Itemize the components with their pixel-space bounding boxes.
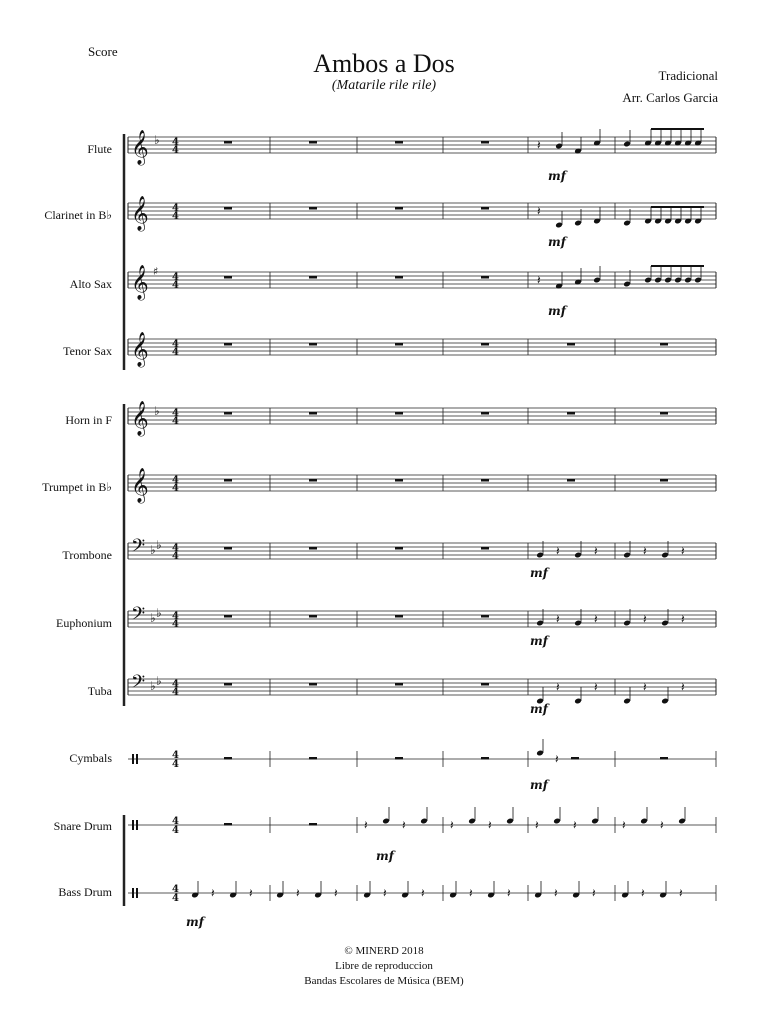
whole-rest bbox=[224, 823, 232, 826]
instrument-label-tuba: Tuba bbox=[87, 684, 112, 698]
quarter-rest: 𝄽 bbox=[679, 886, 683, 900]
time-signature-denominator: 4 bbox=[172, 347, 179, 358]
whole-rest bbox=[481, 207, 489, 210]
quarter-rest: 𝄽 bbox=[660, 818, 664, 832]
time-signature-denominator: 4 bbox=[172, 825, 179, 836]
time-signature-numerator: 4 bbox=[172, 816, 179, 827]
whole-rest bbox=[224, 479, 232, 482]
whole-rest bbox=[481, 412, 489, 415]
key-flat-icon: ♭ bbox=[154, 404, 160, 418]
quarter-rest: 𝄽 bbox=[507, 886, 511, 900]
whole-rest bbox=[395, 757, 403, 760]
treble-clef-icon: 𝄞 bbox=[131, 401, 149, 436]
whole-rest bbox=[395, 141, 403, 144]
whole-rest bbox=[224, 141, 232, 144]
time-signature-numerator: 4 bbox=[172, 408, 179, 419]
percussion-clef-icon bbox=[136, 754, 138, 764]
footer-reproduction: Libre de reproduccion bbox=[335, 960, 433, 972]
percussion-clef-icon bbox=[136, 820, 138, 830]
treble-clef-icon: 𝄞 bbox=[131, 130, 149, 165]
whole-rest bbox=[309, 547, 317, 550]
whole-rest bbox=[660, 343, 668, 346]
dynamic-mf: mf bbox=[548, 169, 566, 183]
instrument-label-horn: Horn in F bbox=[65, 413, 112, 427]
whole-rest bbox=[395, 683, 403, 686]
time-signature-denominator: 4 bbox=[172, 483, 179, 494]
time-signature-numerator: 4 bbox=[172, 272, 179, 283]
dynamic-mf: mf bbox=[530, 566, 548, 580]
quarter-rest: 𝄽 bbox=[681, 612, 685, 626]
whole-rest bbox=[660, 479, 668, 482]
whole-rest bbox=[395, 479, 403, 482]
whole-rest bbox=[481, 547, 489, 550]
time-signature-denominator: 4 bbox=[172, 619, 179, 630]
whole-rest bbox=[481, 615, 489, 618]
instrument-label-clarinet: Clarinet in B♭ bbox=[44, 208, 112, 222]
whole-rest bbox=[395, 207, 403, 210]
instrument-label-euphonium: Euphonium bbox=[56, 616, 112, 630]
bass-clef-icon: 𝄢 bbox=[131, 672, 146, 697]
whole-rest bbox=[309, 823, 317, 826]
whole-rest bbox=[395, 412, 403, 415]
score-title: Ambos a Dos bbox=[313, 49, 455, 78]
whole-rest bbox=[481, 141, 489, 144]
whole-rest bbox=[224, 757, 232, 760]
instrument-label-alto-sax: Alto Sax bbox=[69, 277, 112, 291]
percussion-clef-icon bbox=[136, 888, 138, 898]
key-flat-icon: ♭ bbox=[150, 611, 156, 625]
time-signature-denominator: 4 bbox=[172, 759, 179, 770]
whole-rest bbox=[224, 343, 232, 346]
whole-rest bbox=[567, 412, 575, 415]
time-signature-numerator: 4 bbox=[172, 203, 179, 214]
time-signature-denominator: 4 bbox=[172, 687, 179, 698]
time-signature-numerator: 4 bbox=[172, 750, 179, 761]
time-signature-denominator: 4 bbox=[172, 280, 179, 291]
key-flat-icon: ♭ bbox=[156, 674, 162, 688]
quarter-rest: 𝄽 bbox=[249, 886, 253, 900]
footer-organization: Bandas Escolares de Música (BEM) bbox=[304, 975, 464, 987]
quarter-rest: 𝄽 bbox=[573, 818, 577, 832]
whole-rest bbox=[660, 757, 668, 760]
percussion-clef-icon bbox=[132, 820, 134, 830]
percussion-clef-icon bbox=[132, 754, 134, 764]
whole-rest bbox=[309, 207, 317, 210]
key-flat-icon: ♭ bbox=[150, 543, 156, 557]
dynamic-mf: mf bbox=[376, 849, 394, 863]
dynamic-mf: mf bbox=[548, 235, 566, 249]
time-signature-denominator: 4 bbox=[172, 416, 179, 427]
quarter-rest: 𝄽 bbox=[537, 138, 541, 152]
dynamic-mf: mf bbox=[548, 304, 566, 318]
quarter-rest: 𝄽 bbox=[643, 680, 647, 694]
score-label: Score bbox=[88, 44, 118, 59]
instrument-label-trumpet: Trumpet in B♭ bbox=[42, 480, 112, 494]
dynamic-mf: mf bbox=[186, 915, 204, 929]
instrument-label-bass-drum: Bass Drum bbox=[58, 885, 112, 899]
quarter-rest: 𝄽 bbox=[555, 752, 559, 766]
footer bbox=[0, 944, 768, 989]
quarter-rest: 𝄽 bbox=[594, 544, 598, 558]
key-flat-icon: ♭ bbox=[150, 679, 156, 693]
whole-rest bbox=[481, 757, 489, 760]
time-signature-numerator: 4 bbox=[172, 339, 179, 350]
whole-rest bbox=[395, 343, 403, 346]
time-signature-numerator: 4 bbox=[172, 611, 179, 622]
whole-rest bbox=[309, 757, 317, 760]
quarter-rest: 𝄽 bbox=[643, 544, 647, 558]
quarter-rest: 𝄽 bbox=[537, 273, 541, 287]
quarter-rest: 𝄽 bbox=[296, 886, 300, 900]
quarter-rest: 𝄽 bbox=[364, 818, 368, 832]
quarter-rest: 𝄽 bbox=[334, 886, 338, 900]
whole-rest bbox=[567, 343, 575, 346]
quarter-rest: 𝄽 bbox=[402, 818, 406, 832]
time-signature-denominator: 4 bbox=[172, 893, 179, 904]
treble-clef-icon: 𝄞 bbox=[131, 468, 149, 503]
whole-rest bbox=[309, 615, 317, 618]
instrument-label-snare-drum: Snare Drum bbox=[53, 819, 112, 833]
quarter-rest: 𝄽 bbox=[535, 818, 539, 832]
quarter-rest: 𝄽 bbox=[592, 886, 596, 900]
whole-rest bbox=[309, 479, 317, 482]
treble-clef-icon: 𝄞 bbox=[131, 265, 149, 300]
time-signature-numerator: 4 bbox=[172, 137, 179, 148]
key-flat-icon: ♭ bbox=[156, 606, 162, 620]
instrument-label-trombone: Trombone bbox=[62, 548, 112, 562]
key-sharp-icon: ♯ bbox=[153, 265, 159, 278]
quarter-rest: 𝄽 bbox=[421, 886, 425, 900]
bass-clef-icon: 𝄢 bbox=[131, 604, 146, 629]
time-signature-numerator: 4 bbox=[172, 679, 179, 690]
arranger: Arr. Carlos Garcia bbox=[622, 90, 718, 105]
quarter-rest: 𝄽 bbox=[537, 204, 541, 218]
quarter-rest: 𝄽 bbox=[556, 544, 560, 558]
whole-rest bbox=[224, 683, 232, 686]
whole-rest bbox=[481, 479, 489, 482]
whole-rest bbox=[395, 276, 403, 279]
whole-rest bbox=[309, 683, 317, 686]
quarter-rest: 𝄽 bbox=[556, 680, 560, 694]
whole-rest bbox=[224, 615, 232, 618]
whole-rest bbox=[224, 412, 232, 415]
composer: Tradicional bbox=[658, 68, 718, 83]
quarter-rest: 𝄽 bbox=[450, 818, 454, 832]
quarter-rest: 𝄽 bbox=[681, 680, 685, 694]
quarter-rest: 𝄽 bbox=[641, 886, 645, 900]
whole-rest bbox=[309, 412, 317, 415]
time-signature-denominator: 4 bbox=[172, 551, 179, 562]
quarter-rest: 𝄽 bbox=[383, 886, 387, 900]
whole-rest bbox=[395, 547, 403, 550]
quarter-rest: 𝄽 bbox=[211, 886, 215, 900]
instrument-label-tenor-sax: Tenor Sax bbox=[63, 344, 112, 358]
whole-rest bbox=[224, 207, 232, 210]
whole-rest bbox=[567, 479, 575, 482]
whole-rest bbox=[309, 343, 317, 346]
quarter-rest: 𝄽 bbox=[622, 818, 626, 832]
score-subtitle: (Matarile rile rile) bbox=[331, 78, 437, 93]
time-signature-numerator: 4 bbox=[172, 884, 179, 895]
whole-rest bbox=[571, 757, 579, 760]
quarter-rest: 𝄽 bbox=[594, 680, 598, 694]
quarter-rest: 𝄽 bbox=[554, 886, 558, 900]
time-signature-denominator: 4 bbox=[172, 145, 179, 156]
treble-clef-icon: 𝄞 bbox=[131, 332, 149, 367]
whole-rest bbox=[395, 615, 403, 618]
quarter-rest: 𝄽 bbox=[643, 612, 647, 626]
footer-copyright: © MINERD 2018 bbox=[344, 945, 424, 957]
instrument-label-flute: Flute bbox=[87, 142, 112, 156]
whole-rest bbox=[309, 276, 317, 279]
quarter-rest: 𝄽 bbox=[469, 886, 473, 900]
whole-rest bbox=[309, 141, 317, 144]
time-signature-numerator: 4 bbox=[172, 543, 179, 554]
instrument-label-cymbals: Cymbals bbox=[69, 751, 112, 765]
quarter-rest: 𝄽 bbox=[681, 544, 685, 558]
dynamic-mf: mf bbox=[530, 778, 548, 792]
bass-clef-icon: 𝄢 bbox=[131, 536, 146, 561]
whole-rest bbox=[481, 343, 489, 346]
dynamic-mf: mf bbox=[530, 634, 548, 648]
dynamic-mf: mf bbox=[530, 702, 548, 716]
key-flat-icon: ♭ bbox=[154, 133, 160, 147]
quarter-rest: 𝄽 bbox=[594, 612, 598, 626]
whole-rest bbox=[481, 683, 489, 686]
key-flat-icon: ♭ bbox=[156, 538, 162, 552]
time-signature-denominator: 4 bbox=[172, 211, 179, 222]
quarter-rest: 𝄽 bbox=[556, 612, 560, 626]
whole-rest bbox=[660, 412, 668, 415]
time-signature-numerator: 4 bbox=[172, 475, 179, 486]
treble-clef-icon: 𝄞 bbox=[131, 196, 149, 231]
whole-rest bbox=[224, 547, 232, 550]
quarter-rest: 𝄽 bbox=[488, 818, 492, 832]
percussion-clef-icon bbox=[132, 888, 134, 898]
whole-rest bbox=[224, 276, 232, 279]
whole-rest bbox=[481, 276, 489, 279]
